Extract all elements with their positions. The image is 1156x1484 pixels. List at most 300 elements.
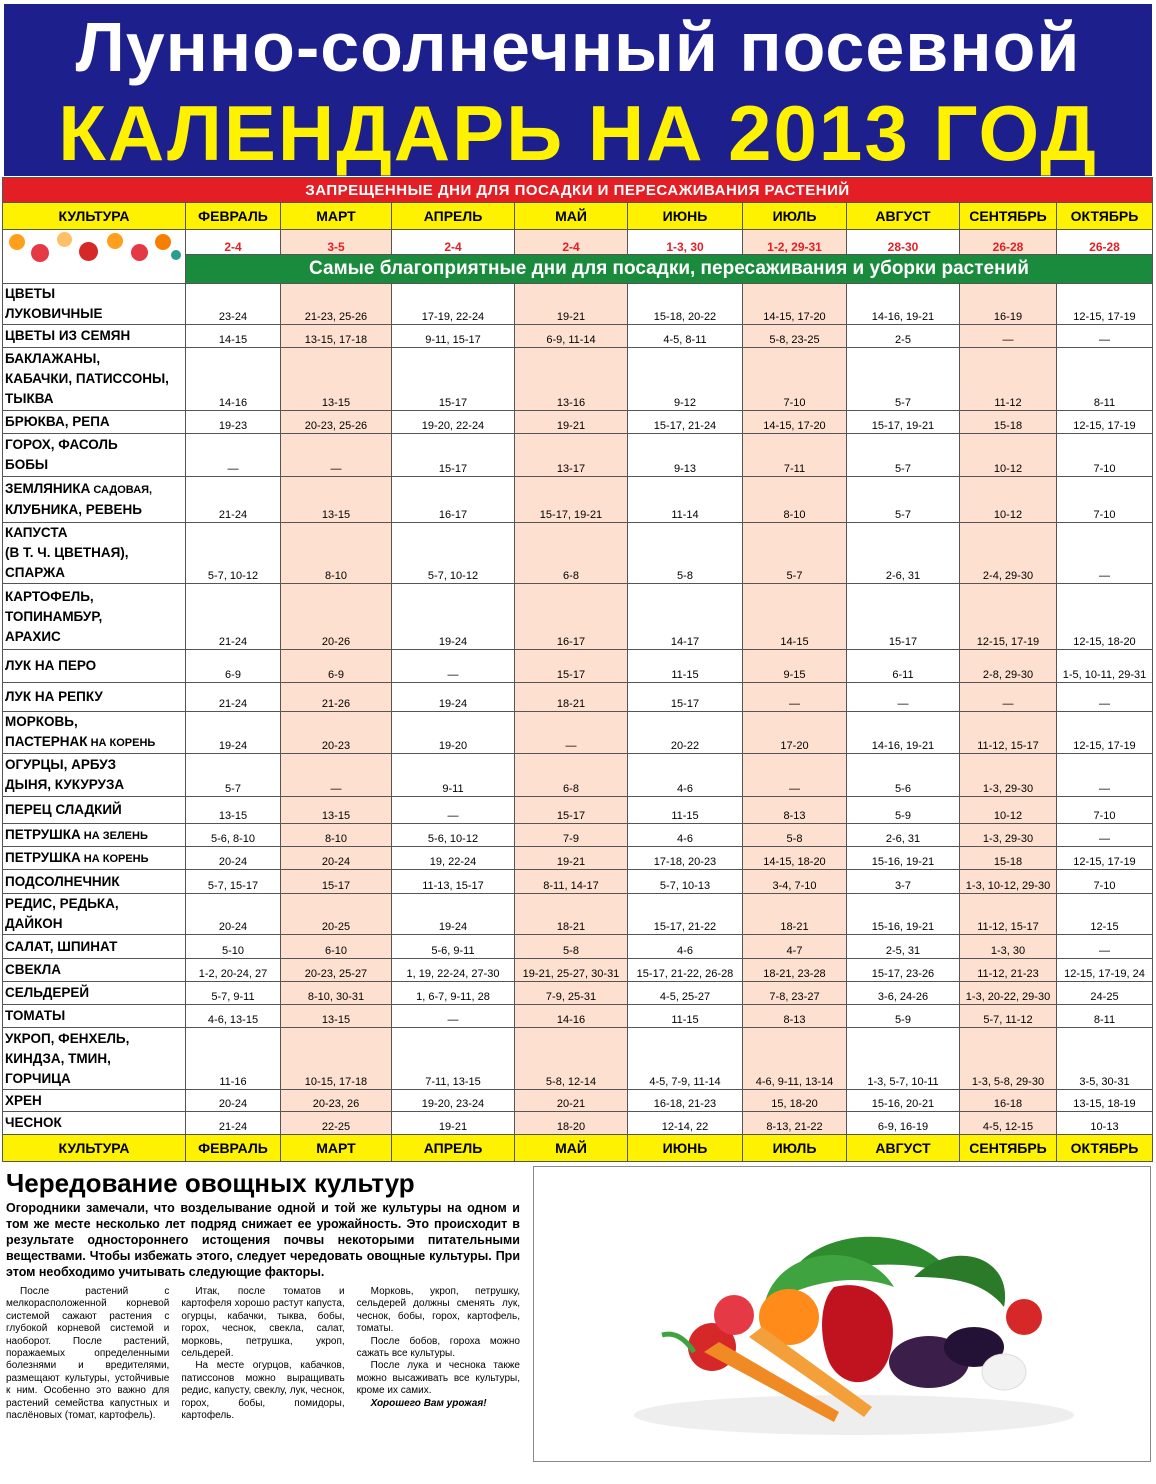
forbidden-day-cell: [847, 230, 960, 255]
crop-row: [3, 1005, 1153, 1028]
days-cell: [743, 284, 847, 325]
crop-name-cell: [3, 847, 186, 870]
days-value: 22-25: [321, 1121, 351, 1133]
article-paragraph: Итак, после томатов и картофеля хорошо растут капуста, огурцы, кабачки, тыква, бобы, горох, чеснок, свекла, салат, морковь, петрушка, укроп, сельдерей.: [181, 1286, 345, 1360]
days-cell: [1057, 284, 1153, 325]
days-cell: [847, 894, 960, 935]
days-cell: [847, 1112, 960, 1135]
month-header-cell: [743, 1135, 847, 1162]
culture-header: КУЛЬТУРА: [58, 1140, 130, 1156]
days-cell: [960, 959, 1057, 982]
title-line-1: Лунно-солнечный посевной: [75, 8, 1081, 86]
days-value: 15-18, 20-22: [653, 311, 717, 323]
forbidden-days-row: [3, 230, 1153, 255]
days-cell: [628, 411, 743, 434]
days-cell: [281, 523, 392, 584]
days-cell: [960, 935, 1057, 959]
days-value: 19-24: [438, 636, 468, 648]
days-cell: [628, 870, 743, 894]
days-cell: [1057, 982, 1153, 1005]
days-cell: [1057, 935, 1153, 959]
days-cell: [628, 797, 743, 824]
crop-row: [3, 584, 1153, 650]
days-value: 16-18: [993, 1098, 1023, 1110]
forbidden-days-value: 26-28: [992, 240, 1024, 254]
days-value: 21-23, 25-26: [304, 311, 368, 323]
days-value: 4-5, 25-27: [659, 991, 711, 1003]
days-value: 6-9: [225, 669, 241, 681]
days-cell: [960, 1112, 1057, 1135]
culture-header-cell: [3, 1135, 186, 1162]
days-value: 20-24: [321, 856, 351, 868]
days-value: 6-9, 11-14: [546, 334, 596, 346]
days-value: 11-15: [671, 669, 699, 681]
days-value: 20-23: [321, 740, 351, 752]
days-value: 14-16, 19-21: [871, 311, 935, 323]
days-cell: [960, 411, 1057, 434]
days-cell: [628, 477, 743, 523]
days-value: 4-6, 9-11, 13-14: [755, 1076, 834, 1088]
days-value: 5-6: [895, 783, 911, 795]
forbidden-days-value: 28-30: [887, 240, 919, 254]
days-cell: [1057, 523, 1153, 584]
days-value: —: [1099, 783, 1110, 795]
crop-name: БРЮКВА, РЕПА: [5, 414, 110, 429]
crop-name-cell: [3, 1090, 186, 1112]
days-cell: [960, 348, 1057, 411]
days-value: 15-16, 19-21: [871, 921, 935, 933]
crop-rotation-article: [6, 1168, 520, 1474]
days-value: 15-17: [321, 880, 351, 892]
days-cell: [515, 712, 628, 754]
month-label: ФЕВРАЛЬ: [198, 208, 268, 224]
crop-name-cell: [3, 1005, 186, 1028]
days-value: 3-5, 30-31: [1079, 1076, 1130, 1088]
days-value: 12-15, 18-20: [1073, 636, 1136, 648]
days-cell: [515, 754, 628, 797]
crop-name: ПЕТРУШКА: [5, 849, 81, 865]
article-column-1: [6, 1286, 169, 1422]
forbidden-caption-cell: [3, 178, 1153, 203]
days-cell: [743, 797, 847, 824]
days-cell: [743, 584, 847, 650]
days-cell: [515, 847, 628, 870]
days-cell: [743, 894, 847, 935]
days-value: 15-17: [556, 669, 586, 681]
days-cell: [743, 348, 847, 411]
crop-row: [3, 348, 1153, 411]
days-value: 12-15, 17-19: [1073, 740, 1136, 752]
days-cell: [392, 348, 515, 411]
days-value: 12-15, 17-19: [1073, 311, 1136, 323]
days-value: 8-13: [783, 810, 806, 822]
days-cell: [628, 824, 743, 847]
days-value: 15-16, 20-21: [871, 1098, 935, 1110]
days-value: 2-8, 29-30: [982, 669, 1034, 681]
days-value: 20-23, 25-26: [304, 420, 368, 432]
days-value: 4-5, 8-11: [663, 334, 707, 346]
days-value: 10-12: [993, 509, 1023, 521]
crop-name-cell: [3, 411, 186, 434]
forbidden-days-value: 1-3, 30: [666, 240, 704, 254]
days-value: 2-6, 31: [885, 833, 921, 845]
days-value: 5-7: [895, 397, 911, 409]
days-value: —: [1099, 570, 1110, 582]
days-cell: [186, 650, 281, 683]
days-value: 8-10: [324, 570, 348, 582]
days-cell: [281, 847, 392, 870]
crop-row: [3, 959, 1153, 982]
days-value: 4-5, 7-9, 11-14: [649, 1076, 721, 1088]
days-value: 5-9: [895, 1014, 911, 1026]
days-cell: [1057, 754, 1153, 797]
days-value: 7-10: [1093, 880, 1116, 892]
sowing-calendar-table: [2, 177, 1152, 1162]
days-cell: [186, 754, 281, 797]
forbidden-days-value: 2-4: [562, 240, 580, 254]
month-label: ОКТЯБРЬ: [1070, 208, 1139, 224]
days-cell: [628, 284, 743, 325]
days-cell: [281, 1028, 392, 1090]
days-value: 19-23: [218, 420, 248, 432]
days-cell: [186, 959, 281, 982]
days-value: 5-7, 10-13: [659, 880, 711, 892]
days-cell: [1057, 1005, 1153, 1028]
days-cell: [628, 434, 743, 477]
days-value: 9-13: [673, 463, 697, 475]
days-value: 11-15: [671, 1014, 699, 1026]
days-cell: [515, 959, 628, 982]
days-cell: [847, 1005, 960, 1028]
days-cell: [743, 712, 847, 754]
days-value: —: [789, 698, 800, 710]
days-cell: [628, 523, 743, 584]
days-value: —: [1099, 334, 1110, 346]
days-cell: [847, 959, 960, 982]
vegetables-photo: [533, 1166, 1151, 1462]
crop-name-cell: [3, 434, 186, 477]
days-cell: [628, 1112, 743, 1135]
days-value: 7-8, 23-27: [769, 991, 820, 1003]
days-cell: [743, 434, 847, 477]
days-cell: [186, 584, 281, 650]
crop-name-cell: [3, 523, 186, 584]
days-cell: [515, 824, 628, 847]
days-value: 5-6, 8-10: [210, 833, 256, 845]
days-cell: [186, 523, 281, 584]
days-value: 6-9: [328, 669, 344, 681]
days-cell: [186, 797, 281, 824]
days-value: 20-23, 26: [312, 1098, 360, 1110]
days-value: —: [447, 669, 459, 681]
crop-name: ЗЕМЛЯНИКА: [5, 481, 91, 496]
days-cell: [847, 284, 960, 325]
days-cell: [847, 348, 960, 411]
vegetable-shape: [107, 233, 123, 249]
days-value: 20-21: [556, 1098, 586, 1110]
days-value: 13-15: [321, 397, 351, 409]
crop-name-cell: [3, 1112, 186, 1135]
crop-row: [3, 683, 1153, 712]
days-cell: [281, 824, 392, 847]
days-cell: [1057, 1112, 1153, 1135]
days-cell: [392, 584, 515, 650]
days-value: 11-12: [994, 397, 1022, 409]
days-cell: [392, 325, 515, 348]
days-value: 9-11: [442, 783, 464, 795]
days-value: 12-15, 17-19: [976, 636, 1040, 648]
days-value: 15-17, 21-22: [653, 921, 717, 933]
crop-row: [3, 523, 1153, 584]
crop-name-cell: [3, 325, 186, 348]
forbidden-caption: ЗАПРЕЩЕННЫЕ ДНИ ДЛЯ ПОСАДКИ И ПЕРЕСАЖИВАНИЯ РАСТЕНИЙ: [305, 181, 850, 199]
crop-name-cell: [3, 935, 186, 959]
month-label: АВГУСТ: [875, 208, 931, 224]
days-value: 12-15, 17-19: [1073, 856, 1136, 868]
crop-name-note: САДОВАЯ,: [90, 484, 153, 496]
days-cell: [847, 325, 960, 348]
days-cell: [628, 650, 743, 683]
days-value: 1, 19, 22-24, 27-30: [406, 968, 500, 980]
crop-name: ПЕРЕЦ СЛАДКИЙ: [5, 802, 122, 817]
crop-name: РЕДИС, РЕДЬКА, ДАЙКОН: [5, 896, 119, 931]
days-cell: [392, 284, 515, 325]
days-cell: [281, 935, 392, 959]
days-value: 21-24: [218, 698, 248, 710]
days-cell: [281, 894, 392, 935]
crop-name: ПОДСОЛНЕЧНИК: [5, 873, 120, 889]
crop-name-note: НА КОРЕНЬ: [87, 737, 156, 749]
month-label: СЕНТЯБРЬ: [969, 1140, 1047, 1156]
crop-name: БАКЛАЖАНЫ, КАБАЧКИ, ПАТИССОНЫ, ТЫКВА: [5, 351, 169, 406]
days-cell: [281, 650, 392, 683]
days-cell: [392, 894, 515, 935]
days-value: 15-17: [438, 463, 468, 475]
days-value: 13-15: [321, 1014, 351, 1026]
days-value: 21-26: [321, 698, 351, 710]
days-cell: [515, 1028, 628, 1090]
crop-name: ТОМАТЫ: [5, 1008, 66, 1023]
days-cell: [186, 935, 281, 959]
days-value: 20-24: [218, 1098, 248, 1110]
days-cell: [186, 712, 281, 754]
days-value: —: [447, 1014, 459, 1026]
days-cell: [960, 754, 1057, 797]
crop-name: ЛУК НА ПЕРО: [5, 658, 97, 673]
crop-row: [3, 1090, 1153, 1112]
days-cell: [960, 477, 1057, 523]
days-value: —: [1002, 334, 1014, 346]
days-value: 5-7: [895, 509, 911, 521]
days-value: 5-8, 12-14: [545, 1076, 597, 1088]
days-value: 19-21, 25-27, 30-31: [522, 968, 620, 980]
days-value: 18-21: [780, 921, 809, 933]
title-line-2: КАЛЕНДАРЬ НА 2013 ГОД: [58, 89, 1098, 177]
days-cell: [281, 325, 392, 348]
days-cell: [392, 1028, 515, 1090]
article-paragraph: После лука и чеснока также можно высаживать все культуры, кроме их самих.: [356, 1360, 520, 1397]
days-cell: [392, 797, 515, 824]
days-value: 18-21: [556, 921, 586, 933]
days-cell: [628, 683, 743, 712]
days-value: 11-12, 15-17: [977, 740, 1039, 752]
days-value: 21-24: [218, 636, 248, 648]
crop-row: [3, 935, 1153, 959]
crop-row: [3, 824, 1153, 847]
days-cell: [847, 584, 960, 650]
days-cell: [628, 894, 743, 935]
crop-row: [3, 284, 1153, 325]
days-cell: [1057, 894, 1153, 935]
days-cell: [960, 1090, 1057, 1112]
days-value: 20-25: [321, 921, 351, 933]
crop-row: [3, 754, 1153, 797]
month-header-cell: [392, 1135, 515, 1162]
article-columns: [6, 1286, 520, 1422]
days-value: 12-15, 17-19: [1073, 420, 1136, 432]
days-cell: [960, 1028, 1057, 1090]
days-cell: [515, 797, 628, 824]
days-value: 2-6, 31: [885, 570, 921, 582]
days-cell: [392, 434, 515, 477]
days-value: 16-18, 21-23: [653, 1098, 717, 1110]
crop-name: МОРКОВЬ,: [5, 714, 78, 729]
days-cell: [743, 959, 847, 982]
crop-name-cell: [3, 959, 186, 982]
article-paragraph: Морковь, укроп, петрушку, сельдерей должны сменять лук, чеснок, бобы, горох, картофель, томаты.: [356, 1286, 520, 1335]
crop-name: ПЕТРУШКА: [5, 826, 81, 842]
days-cell: [847, 411, 960, 434]
days-value: 9-15: [783, 669, 806, 681]
days-value: 14-16: [218, 397, 248, 409]
days-value: 8-10: [324, 833, 348, 845]
month-header-cell: [960, 1135, 1057, 1162]
month-header-cell: [186, 1135, 281, 1162]
days-value: 16-19: [993, 311, 1023, 323]
days-cell: [186, 1112, 281, 1135]
days-value: 12-15, 17-19, 24: [1064, 968, 1145, 980]
days-cell: [281, 584, 392, 650]
days-value: 5-7, 10-12: [207, 570, 259, 582]
days-cell: [960, 584, 1057, 650]
days-value: 7-10: [1093, 463, 1116, 475]
days-value: 7-9, 25-31: [545, 991, 597, 1003]
days-cell: [1057, 712, 1153, 754]
month-header-cell: [960, 203, 1057, 230]
days-cell: [743, 824, 847, 847]
days-value: 15-17, 21-24: [653, 420, 717, 432]
days-value: 15-17: [556, 810, 586, 822]
days-value: 5-6, 9-11: [431, 945, 475, 957]
title-banner: [4, 4, 1152, 176]
days-cell: [628, 584, 743, 650]
days-cell: [281, 797, 392, 824]
forbidden-day-cell: [281, 230, 392, 255]
days-value: 19-21: [556, 311, 586, 323]
forbidden-day-cell: [186, 230, 281, 255]
days-cell: [392, 1090, 515, 1112]
days-cell: [392, 523, 515, 584]
days-value: 15-17: [670, 698, 700, 710]
days-cell: [847, 797, 960, 824]
days-cell: [515, 523, 628, 584]
vegetable-shape: [31, 244, 49, 262]
month-label: ИЮЛЬ: [772, 1140, 817, 1156]
forbidden-days-value: 2-4: [444, 240, 462, 254]
days-value: 6-9, 16-19: [877, 1121, 929, 1133]
days-value: 2-5, 31: [885, 945, 921, 957]
forbidden-day-cell: [392, 230, 515, 255]
days-cell: [960, 712, 1057, 754]
days-cell: [743, 754, 847, 797]
crop-name: СЕЛЬДЕРЕЙ: [5, 985, 90, 1000]
days-cell: [515, 477, 628, 523]
days-value: 14-16: [556, 1014, 586, 1026]
crop-name-cell: [3, 1028, 186, 1090]
days-value: 9-12: [673, 397, 697, 409]
crop-row: [3, 982, 1153, 1005]
days-cell: [1057, 1090, 1153, 1112]
crop-name: ЧЕСНОК: [5, 1115, 62, 1130]
days-cell: [281, 284, 392, 325]
days-value: 1-3, 29-30: [982, 833, 1034, 845]
days-cell: [743, 523, 847, 584]
days-cell: [847, 683, 960, 712]
days-value: 1-3, 20-22, 29-30: [965, 991, 1051, 1003]
vegetables-strip: [3, 230, 186, 284]
days-value: 15-17, 19-21: [871, 420, 935, 432]
days-cell: [960, 982, 1057, 1005]
vegetable-shape: [57, 232, 72, 247]
month-header-cell: [628, 203, 743, 230]
days-value: 19-21: [556, 856, 586, 868]
crop-name: ГОРОХ, ФАСОЛЬ БОБЫ: [5, 437, 118, 472]
month-label: ИЮНЬ: [662, 208, 708, 224]
days-cell: [743, 411, 847, 434]
days-cell: [515, 1112, 628, 1135]
days-value: 5-9: [895, 810, 911, 822]
days-cell: [960, 894, 1057, 935]
crop-row: [3, 870, 1153, 894]
forbidden-caption-row: [3, 178, 1153, 203]
days-value: 4-7: [786, 945, 803, 957]
crop-row: [3, 894, 1153, 935]
days-value: —: [227, 463, 239, 475]
days-cell: [743, 477, 847, 523]
month-header-cell: [1057, 203, 1153, 230]
crop-name-cell: [3, 683, 186, 712]
forbidden-day-cell: [628, 230, 743, 255]
days-value: 19-24: [218, 740, 248, 752]
days-cell: [847, 982, 960, 1005]
days-value: 19-21: [438, 1121, 468, 1133]
days-value: 8-11: [1093, 1014, 1116, 1026]
crop-name-cell: [3, 477, 186, 523]
days-value: 5-8: [786, 833, 803, 845]
month-header-row: [3, 203, 1153, 230]
month-label: ОКТЯБРЬ: [1070, 1140, 1139, 1156]
days-value: 5-8, 23-25: [769, 334, 820, 346]
days-cell: [281, 348, 392, 411]
days-cell: [960, 683, 1057, 712]
crop-name: ЛУК НА РЕПКУ: [5, 689, 103, 704]
days-value: 1-3, 29-30: [982, 783, 1034, 795]
forbidden-days-value: 3-5: [327, 240, 345, 254]
days-cell: [186, 870, 281, 894]
vegetable-shape: [79, 242, 98, 261]
days-cell: [281, 754, 392, 797]
crop-name: СВЕКЛА: [5, 962, 61, 977]
